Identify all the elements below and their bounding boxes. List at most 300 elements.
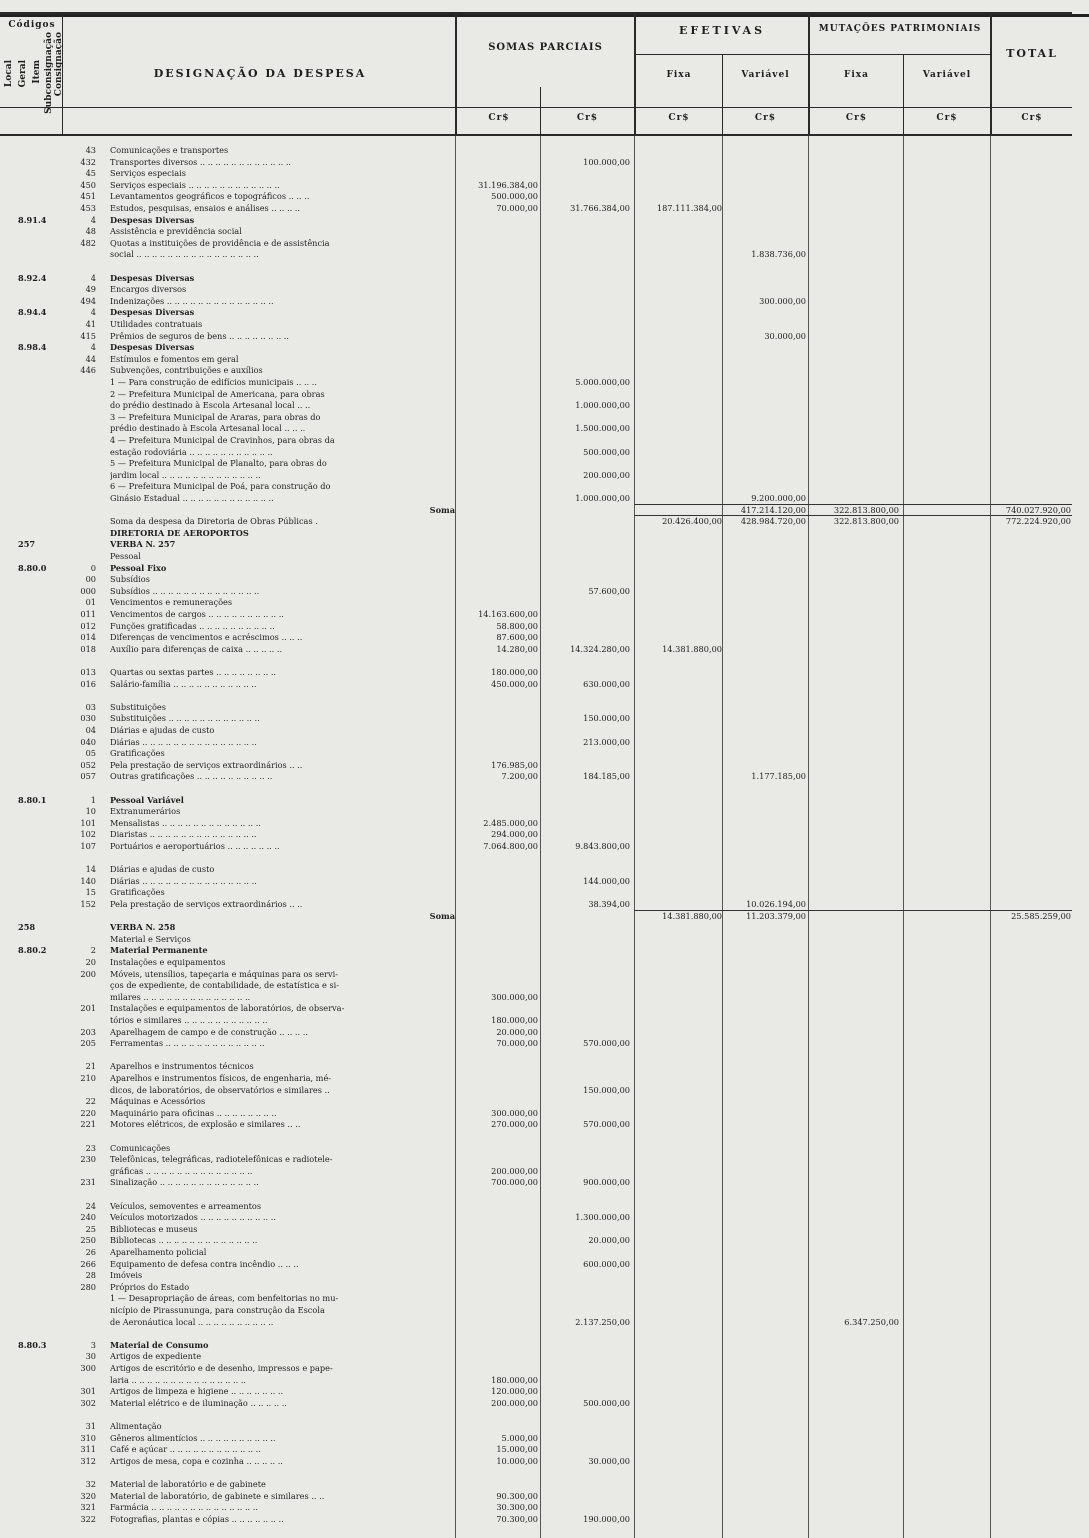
table-row: [0, 970, 1072, 979]
table-row: [0, 1410, 1072, 1419]
table-row: [0, 1376, 1072, 1385]
row-value: 11.203.379,00: [746, 910, 806, 921]
row-code: 014: [80, 632, 96, 643]
row-value: 57.600,00: [588, 585, 630, 596]
row-description: Quotas a instituições de providência e de assistência: [110, 238, 330, 248]
row-code: 220: [80, 1107, 96, 1118]
row-value: 30.300,00: [496, 1502, 538, 1513]
row-description: Auxílio para diferenças de caixa .. .. .. .. ..: [110, 644, 283, 654]
row-description: Farmácia .. .. .. .. .. .. .. .. .. .. .. .. .. ..: [110, 1503, 258, 1513]
row-description: Material de laboratório, de gabinete e similares .. ..: [110, 1491, 325, 1501]
row-code: 203: [80, 1026, 96, 1037]
row-code: 1: [90, 794, 96, 805]
designacao-label: DESIGNAÇÃO DA DESPESA: [153, 67, 367, 80]
row-description: Pela prestação de serviços extraordinários .. ..: [110, 900, 303, 909]
row-value: 570.000,00: [583, 1038, 630, 1049]
row-value: 900.000,00: [583, 1177, 630, 1188]
row-description: Substituições .. .. .. .. .. .. .. .. .. .. .. ..: [110, 714, 260, 724]
row-description: Vencimentos e remunerações: [110, 598, 233, 608]
row-code: 152: [80, 899, 96, 909]
table-row: [0, 1515, 1072, 1524]
table-row: [0, 656, 1072, 665]
row-value: 31.766.384,00: [570, 203, 630, 213]
row-description: Material Permanente: [110, 946, 208, 956]
row-description: Material elétrico e de iluminação .. .. .. .. ..: [110, 1398, 287, 1408]
table-row: [0, 830, 1072, 839]
row-code: 200: [80, 968, 96, 979]
row-description: Encargos diversos: [110, 285, 187, 295]
row-description: gráficas .. .. .. .. .. .. .. .. .. .. .. .. .. ..: [110, 1166, 253, 1176]
row-code: 26: [85, 1247, 96, 1257]
table-row: [0, 1132, 1072, 1141]
row-value: 570.000,00: [583, 1119, 630, 1130]
currency-7: Cr$: [1021, 113, 1043, 123]
table-row: [0, 842, 1072, 851]
table-row: [0, 1468, 1072, 1477]
row-value: 87.600,00: [496, 632, 538, 643]
table-row: [0, 227, 1072, 236]
row-description: Vencimentos de cargos .. .. .. .. .. .. .. .. .. ..: [110, 610, 284, 619]
sum-rule: [634, 515, 1072, 516]
table-row: [0, 459, 1072, 468]
row-code: 000: [80, 585, 96, 596]
table-row: [0, 552, 1072, 561]
row-local-code: 8.94.4: [18, 307, 47, 318]
row-code: 30: [85, 1351, 96, 1362]
row-description: milares .. .. .. .. .. .. .. .. .. .. .. .. .. ..: [110, 992, 251, 1002]
row-code: 446: [80, 365, 96, 376]
row-value: 7.200,00: [501, 771, 538, 782]
table-row: [0, 1329, 1072, 1338]
row-code: 201: [80, 1003, 96, 1014]
row-description: Funções gratificadas .. .. .. .. .. .. .. .. .. ..: [110, 621, 275, 631]
row-description: Subsídios: [110, 575, 150, 585]
row-local-code: 8.80.0: [18, 562, 47, 573]
table-row: [0, 1004, 1072, 1013]
row-description: Soma da despesa da Diretoria de Obras Públicas .: [110, 517, 318, 527]
row-description: Diárias .. .. .. .. .. .. .. .. .. .. .. .. .. .. ..: [110, 876, 257, 886]
table-row: [0, 854, 1072, 863]
row-value: 70.000,00: [496, 203, 538, 213]
row-local-code: 257: [18, 539, 36, 550]
table-row: [0, 343, 1072, 352]
row-code: 22: [85, 1096, 96, 1107]
table-row: [0, 1399, 1072, 1408]
row-code: 013: [80, 667, 96, 677]
row-value: 5.000,00: [501, 1432, 538, 1443]
row-value: 10.026.194,00: [746, 899, 806, 909]
row-description: tórios e similares .. .. .. .. .. .. .. .. .. .. ..: [110, 1016, 268, 1025]
table-row: [0, 1109, 1072, 1118]
row-value: 58.800,00: [496, 620, 538, 631]
row-description: Bibliotecas .. .. .. .. .. .. .. .. .. .. .. .. ..: [110, 1236, 258, 1246]
row-code: 01: [85, 597, 96, 608]
row-description: Equipamento de defesa contra incêndio .. .. ..: [110, 1259, 299, 1269]
table-row: [0, 1062, 1072, 1071]
row-description: Subvenções, contribuições e auxílios: [110, 366, 263, 376]
table-row: [0, 1283, 1072, 1292]
code-col-local: Local: [4, 60, 14, 88]
row-value: 100.000,00: [583, 156, 630, 167]
row-value: 1.300.000,00: [575, 1212, 630, 1223]
code-col-geral: Geral: [18, 60, 28, 88]
table-row: [0, 668, 1072, 677]
table-row: [0, 169, 1072, 178]
row-value: 180.000,00: [491, 1374, 538, 1385]
row-description: Estímulos e fomentos em geral: [110, 354, 239, 364]
row-code: 311: [80, 1444, 96, 1455]
table-row: [0, 1294, 1072, 1303]
table-row: [0, 285, 1072, 294]
table-row: [0, 1155, 1072, 1164]
row-code: 32: [85, 1479, 96, 1489]
row-value: 428.984.720,00: [740, 516, 806, 527]
row-description: Material e Serviços: [110, 934, 191, 944]
table-row: [0, 691, 1072, 700]
row-local-code: 8.92.4: [18, 272, 47, 283]
row-value: 180.000,00: [491, 1015, 538, 1025]
table-row: [0, 575, 1072, 584]
row-value: 5.000.000,00: [575, 377, 630, 387]
table-row: [0, 1341, 1072, 1350]
row-value: 2.485.000,00: [483, 817, 538, 828]
row-description: Portuários e aeroportuários .. .. .. .. .. .. ..: [110, 842, 280, 851]
row-code: 210: [80, 1073, 96, 1083]
row-description: DIRETORIA DE AEROPORTOS: [110, 528, 249, 538]
row-description: Estudos, pesquisas, ensaios e análises .. .. .. ..: [110, 204, 300, 213]
row-value: 500.000,00: [583, 1397, 630, 1408]
table-row: [0, 935, 1072, 944]
table-row: [0, 146, 1072, 155]
table-row: [0, 749, 1072, 758]
row-description: Pessoal: [110, 552, 141, 561]
table-row: [0, 1086, 1072, 1095]
table-row: [0, 888, 1072, 897]
row-code: 140: [80, 875, 96, 886]
row-value: 14.381.880,00: [662, 910, 722, 921]
row-description: Diárias e ajudas de custo: [110, 865, 215, 875]
table-row: [0, 1364, 1072, 1373]
table-row: [0, 1480, 1072, 1489]
row-description: ços de expediente, de contabilidade, de estatística e si-: [110, 981, 340, 991]
row-value: 2.137.250,00: [575, 1316, 630, 1327]
row-code: 300: [80, 1363, 96, 1373]
row-code: 102: [80, 829, 96, 840]
row-description: Artigos de expediente: [110, 1352, 202, 1362]
table-row: [0, 923, 1072, 932]
row-value: 144.000,00: [583, 875, 630, 886]
row-code: 432: [80, 156, 96, 167]
table-row: [0, 1248, 1072, 1257]
sum-rule: [634, 504, 1072, 505]
row-value: 700.000,00: [491, 1177, 538, 1188]
row-code: 011: [80, 609, 96, 619]
row-code: 101: [80, 817, 96, 828]
row-description: Despesas Diversas: [110, 308, 195, 318]
row-description: estação rodoviária .. .. .. .. .. .. .. .. .. .. ..: [110, 447, 273, 457]
row-description: Material de laboratório e de gabinete: [110, 1480, 266, 1489]
row-description: Aparelhos e instrumentos técnicos: [110, 1062, 254, 1072]
table-row: [0, 506, 1072, 515]
somas-parciais-label: SOMAS PARCIAIS: [488, 42, 603, 53]
table-row: [0, 250, 1072, 259]
row-description: Despesas Diversas: [110, 215, 195, 225]
table-row: [0, 819, 1072, 828]
row-description: 4 — Prefeitura Municipal de Cravinhos, para obras da: [110, 436, 335, 445]
row-value: 190.000,00: [583, 1513, 630, 1524]
row-description: do prédio destinado à Escola Artesanal local .. ..: [110, 401, 311, 411]
row-description: Artigos de limpeza e higiene .. .. .. .. .. .. ..: [110, 1387, 284, 1397]
table-row: [0, 239, 1072, 248]
row-description: 2 — Prefeitura Municipal de Americana, para obras: [110, 389, 325, 399]
row-value: 9.843.800,00: [575, 841, 630, 851]
fixa-label: Fixa: [666, 70, 692, 80]
row-code: 302: [80, 1397, 96, 1408]
table-row: [0, 877, 1072, 886]
table-row: [0, 761, 1072, 770]
table-row: [0, 158, 1072, 167]
table-row: [0, 1039, 1072, 1048]
row-value: 14.324.280,00: [570, 643, 630, 654]
table-row: [0, 1422, 1072, 1431]
efetivas-label: EFETIVAS: [678, 24, 766, 37]
row-value: 9.200.000,00: [751, 493, 806, 503]
row-description: Aparelhamento policial: [110, 1248, 207, 1257]
row-code: 040: [80, 736, 96, 747]
row-local-code: 8.80.1: [18, 794, 47, 805]
row-local-code: 8.80.3: [18, 1339, 47, 1350]
row-value: 150.000,00: [583, 1084, 630, 1095]
row-value: 300.000,00: [759, 295, 806, 306]
table-row: [0, 448, 1072, 457]
row-value: 500.000,00: [583, 446, 630, 457]
table-row: [0, 192, 1072, 201]
row-value: 14.163.600,00: [478, 609, 538, 619]
code-col-subconsignacao: Subconsignação: [44, 32, 54, 114]
row-description: Gratificações: [110, 888, 165, 898]
row-value: 322.813.800,00: [833, 516, 899, 527]
row-value: 15.000,00: [496, 1444, 538, 1455]
row-description: VERBA N. 257: [110, 540, 176, 550]
row-description: Artigos de escritório e de desenho, impressos e pape-: [110, 1364, 333, 1373]
row-code: 030: [80, 713, 96, 724]
row-code: 04: [85, 725, 96, 735]
row-description: Comunicações e transportes: [110, 146, 229, 155]
row-code: 221: [80, 1119, 96, 1130]
row-code: 21: [85, 1061, 96, 1072]
row-description: Ferramentas .. .. .. .. .. .. .. .. .. .. .. .. ..: [110, 1039, 265, 1049]
row-description: Instalações e equipamentos: [110, 958, 226, 967]
table-row: [0, 807, 1072, 816]
table-row: [0, 703, 1072, 712]
row-value: 90.300,00: [496, 1490, 538, 1501]
currency-3: Cr$: [668, 113, 690, 123]
table-row: [0, 564, 1072, 573]
table-row: [0, 529, 1072, 538]
row-description: Café e açúcar .. .. .. .. .. .. .. .. .. .. .. ..: [110, 1445, 261, 1455]
row-code: 4: [90, 307, 96, 318]
table-row: [0, 366, 1072, 375]
table-row: [0, 320, 1072, 329]
row-code: 018: [80, 643, 96, 654]
row-value: 772.224.920,00: [1005, 516, 1071, 527]
row-code: 451: [80, 191, 96, 202]
row-description: Substituições: [110, 702, 166, 712]
table-row: [0, 633, 1072, 642]
row-code: 41: [85, 319, 96, 329]
row-value: 25.585.259,00: [1011, 910, 1071, 921]
codigos-label: Códigos: [8, 20, 56, 30]
table-row: [0, 355, 1072, 364]
table-row: [0, 1120, 1072, 1129]
row-local-code: 8.80.2: [18, 945, 47, 956]
row-description: Maquinário para oficinas .. .. .. .. .. .. .. ..: [110, 1108, 277, 1118]
row-value: 14.280,00: [496, 643, 538, 654]
table-row: [0, 494, 1072, 503]
row-description: Comunicações: [110, 1143, 171, 1153]
row-value: 10.000,00: [496, 1455, 538, 1466]
code-col-item: Item: [32, 60, 42, 84]
table-row: [0, 981, 1072, 990]
row-code: 312: [80, 1455, 96, 1466]
row-value: 270.000,00: [491, 1119, 538, 1130]
table-row: [0, 1097, 1072, 1106]
row-value: 180.000,00: [491, 667, 538, 677]
row-description: Veículos, semoventes e arreamentos: [110, 1201, 262, 1211]
row-code: 43: [85, 145, 96, 155]
row-description: VERBA N. 258: [110, 923, 176, 933]
table-header: [0, 12, 1072, 136]
mutacoes-label: MUTAÇÕES PATRIMONIAIS: [818, 24, 982, 34]
row-value: 187.111.384,00: [656, 203, 722, 213]
table-row: [0, 900, 1072, 909]
row-value: 120.000,00: [491, 1386, 538, 1397]
row-description: Levantamentos geográficos e topográficos .. .. ..: [110, 192, 310, 202]
row-description: Veículos motorizados .. .. .. .. .. .. .. .. .. ..: [110, 1213, 276, 1223]
row-description: Gêneros alimentícios .. .. .. .. .. .. .. .. .. ..: [110, 1433, 276, 1443]
row-code: 24: [85, 1200, 96, 1211]
row-code: 10: [85, 806, 96, 817]
row-description: Aparelhagem de campo e de construção .. .. .. ..: [110, 1027, 308, 1037]
table-row: [0, 482, 1072, 491]
table-row: [0, 1051, 1072, 1060]
row-description: jardim local .. .. .. .. .. .. .. .. .. .. .. .. ..: [110, 470, 261, 480]
table-row: [0, 401, 1072, 410]
table-row: [0, 1457, 1072, 1466]
row-description: Gratificações: [110, 749, 165, 759]
row-description: 6 — Prefeitura Municipal de Poá, para construção do: [110, 482, 331, 492]
row-description: Imóveis: [110, 1271, 143, 1281]
row-code: 450: [80, 179, 96, 190]
row-description: Diárias e ajudas de custo: [110, 726, 215, 735]
row-code: 415: [80, 330, 96, 341]
row-code: 23: [85, 1142, 96, 1153]
row-code: 49: [85, 284, 96, 295]
row-code: 240: [80, 1212, 96, 1223]
row-description: dicos, de laboratórios, de observatórios e similares ..: [110, 1085, 330, 1095]
table-row: [0, 1445, 1072, 1454]
row-description: 1 — Desapropriação de áreas, com benfeitorias no mu-: [110, 1294, 339, 1304]
row-description: Extranumerários: [110, 807, 181, 817]
row-code: 205: [80, 1038, 96, 1049]
table-row: [0, 424, 1072, 433]
table-row: [0, 714, 1072, 723]
table-row: [0, 297, 1072, 306]
row-value: 7.064.800,00: [483, 841, 538, 851]
row-description: Próprios do Estado: [110, 1282, 190, 1292]
row-code: 15: [85, 887, 96, 898]
row-code: 4: [90, 272, 96, 283]
row-value: 20.000,00: [496, 1026, 538, 1037]
row-value: 1.000.000,00: [575, 400, 630, 411]
row-value: 600.000,00: [583, 1258, 630, 1269]
row-description: Ginásio Estadual .. .. .. .. .. .. .. .. .. .. .. ..: [110, 494, 274, 503]
row-description: 3 — Prefeitura Municipal de Araras, para obras do: [110, 412, 321, 422]
table-row: [0, 517, 1072, 526]
row-code: 05: [85, 748, 96, 759]
table-row: [0, 622, 1072, 631]
row-description: nicípio de Pirassununga, para construção da Escola: [110, 1306, 325, 1315]
row-description: Material de Consumo: [110, 1340, 209, 1350]
row-value: 70.000,00: [496, 1038, 538, 1049]
table-row: [0, 1016, 1072, 1025]
table-row: [0, 1352, 1072, 1361]
row-code: 20: [85, 957, 96, 967]
row-description: Serviços especiais .. .. .. .. .. .. .. .. .. .. .. ..: [110, 180, 280, 190]
table-row: [0, 1318, 1072, 1327]
row-value: 213.000,00: [583, 736, 630, 747]
table-row: [0, 1167, 1072, 1176]
row-value: 31.196.384,00: [478, 179, 538, 190]
row-code: 107: [80, 841, 96, 851]
row-value: 200.000,00: [491, 1165, 538, 1176]
row-description: Transportes diversos .. .. .. .. .. .. .. .. .. .. .. ..: [110, 157, 292, 167]
fixa-mut-label: Fixa: [843, 70, 869, 80]
row-code: 00: [85, 574, 96, 585]
table-row: [0, 772, 1072, 781]
table-row: [0, 413, 1072, 422]
table-row: [0, 1236, 1072, 1245]
row-description: Outras gratificações .. .. .. .. .. .. .. .. .. ..: [110, 772, 273, 782]
row-description: Indenizações .. .. .. .. .. .. .. .. .. .. .. .. .. ..: [110, 296, 274, 306]
row-value: 14.381.880,00: [662, 643, 722, 654]
row-code: 012: [80, 620, 96, 631]
table-row: [0, 1074, 1072, 1083]
table-row: [0, 865, 1072, 874]
row-code: 03: [85, 701, 96, 712]
row-code: 4: [90, 342, 96, 353]
table-row: [0, 1178, 1072, 1187]
row-value: 20.000,00: [588, 1235, 630, 1246]
row-value: 500.000,00: [491, 191, 538, 202]
row-description: Telefônicas, telegráficas, radiotelefônicas e radiotele-: [110, 1155, 333, 1165]
table-row: [0, 471, 1072, 480]
table-row: [0, 1434, 1072, 1443]
table-row: [0, 390, 1072, 399]
row-description: de Aeronáutica local .. .. .. .. .. .. .. .. .. ..: [110, 1317, 274, 1327]
row-value: 322.813.800,00: [833, 504, 899, 515]
row-description: Máquinas e Acessórios: [110, 1097, 206, 1107]
row-code: 280: [80, 1281, 96, 1292]
row-description: Diárias .. .. .. .. .. .. .. .. .. .. .. .. .. .. ..: [110, 737, 257, 747]
table-row: [0, 598, 1072, 607]
row-code: 453: [80, 203, 96, 213]
table-row: [0, 784, 1072, 793]
row-value: 300.000,00: [491, 991, 538, 1002]
row-description: Artigos de mesa, copa e cozinha .. .. .. .. ..: [110, 1456, 283, 1466]
table-row: [0, 1306, 1072, 1315]
row-description: Aparelhos e instrumentos físicos, de engenharia, mé-: [110, 1074, 332, 1083]
